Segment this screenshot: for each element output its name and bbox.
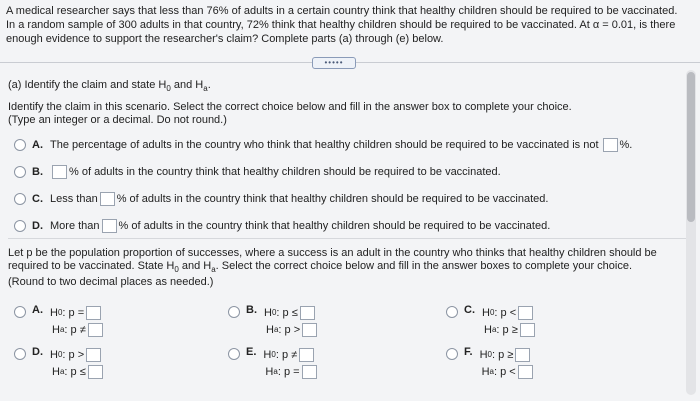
radio-button[interactable] (228, 348, 240, 360)
problem-statement (6, 4, 686, 46)
choice-letter: C. (464, 304, 475, 316)
null-hypothesis: H 0 : p = (50, 304, 105, 321)
choice-letter: A. (32, 304, 43, 316)
choice-letter: D. (32, 346, 43, 358)
radio-button[interactable] (446, 306, 458, 318)
choice-letter: F. (464, 346, 473, 358)
show-more-button[interactable]: ••••• (312, 57, 356, 69)
answer-box[interactable] (603, 138, 618, 152)
null-hypothesis: H 0 : p ≤ (264, 304, 319, 321)
radio-button[interactable] (228, 306, 240, 318)
ha-answer-box[interactable] (518, 365, 533, 379)
radio-button[interactable] (14, 193, 26, 205)
problem-line-3: enough evidence to support the researcher's claim? Complete parts (a) through (e) below. (6, 33, 444, 45)
h0-answer-box[interactable] (518, 306, 533, 320)
ha-answer-box[interactable] (520, 323, 535, 337)
radio-button[interactable] (14, 139, 26, 151)
scrollbar-thumb[interactable] (687, 72, 695, 222)
h0-answer-box[interactable] (86, 348, 101, 362)
radio-button[interactable] (446, 348, 458, 360)
hypothesis-choice-a[interactable] (14, 304, 105, 338)
choice-letter: D. (32, 220, 43, 232)
alternative-hypothesis: H a : p = (263, 363, 318, 380)
h0-answer-box[interactable] (86, 306, 101, 320)
claim-choice-a[interactable] (14, 138, 632, 152)
ha-answer-box[interactable] (88, 365, 103, 379)
choice-text-post: %. (619, 139, 633, 151)
part-a-instructions (8, 101, 668, 127)
part-a-instruction-line-1: Identify the claim in this scenario. Select the correct choice below and fill in the answer box to complete your choice. (8, 101, 572, 113)
h0-answer-box[interactable] (299, 348, 314, 362)
ha-answer-box[interactable] (302, 365, 317, 379)
radio-button[interactable] (14, 220, 26, 232)
choice-text-post: % of adults in the country think that healthy children should be required to be vaccinated. (69, 166, 501, 178)
part-a-instruction-line-2: (Type an integer or a decimal. Do not round.) (8, 114, 227, 126)
null-hypothesis: H 0 : p > (50, 346, 105, 363)
alternative-hypothesis: H a : p ≥ (482, 321, 537, 338)
choice-letter: B. (246, 304, 257, 316)
claim-choice-c[interactable] (14, 192, 548, 206)
claim-choice-d[interactable] (14, 219, 550, 233)
answer-box[interactable] (102, 219, 117, 233)
hypothesis-choice-b[interactable] (228, 304, 319, 338)
hypothesis-choice-e[interactable] (228, 346, 319, 380)
hypothesis-choice-f[interactable] (446, 346, 535, 380)
section-divider (8, 238, 686, 239)
alternative-hypothesis: H a : p ≠ (50, 321, 105, 338)
null-hypothesis: H 0 : p ≠ (263, 346, 318, 363)
ha-answer-box[interactable] (88, 323, 103, 337)
h0-answer-box[interactable] (300, 306, 315, 320)
alternative-hypothesis: H a : p > (264, 321, 319, 338)
alternative-hypothesis: H a : p < (480, 363, 535, 380)
h0-answer-box[interactable] (515, 348, 530, 362)
choice-text-post: % of adults in the country think that healthy children should be required to be vaccinated. (118, 220, 551, 232)
choice-letter: A. (32, 139, 43, 151)
answer-box[interactable] (100, 192, 115, 206)
choice-text-pre: The percentage of adults in the country who think that healthy children should be required to be vaccinated is not (50, 139, 599, 151)
scrollbar[interactable] (686, 70, 696, 395)
ha-answer-box[interactable] (302, 323, 317, 337)
part-b-instructions (8, 247, 673, 289)
part-b-instruction-line-3: (Round to two decimal places as needed.) (8, 276, 214, 289)
alternative-hypothesis: H a : p ≤ (50, 363, 105, 380)
radio-button[interactable] (14, 348, 26, 360)
part-a-heading: (a) Identify the claim and state $H_0$ and $H_a$. (8, 79, 211, 94)
choice-text-post: % of adults in the country think that healthy children should be required to be vaccinated. (116, 193, 549, 205)
null-hypothesis: H 0 : p < (482, 304, 537, 321)
part-b-instruction-line-2: required to be vaccinated. State $H_0$ and $H_a$. Select the correct choice below and fill in the answer boxes to complete your choice. (8, 260, 633, 275)
choice-text-pre: More than (50, 220, 100, 232)
radio-button[interactable] (14, 166, 26, 178)
hypothesis-choice-c[interactable] (446, 304, 537, 338)
claim-choice-b[interactable] (14, 165, 501, 179)
answer-box[interactable] (52, 165, 67, 179)
problem-line-2: In a random sample of 300 adults in that country, 72% think that healthy children should be required to be vaccinated. At α = 0.01, is there (6, 19, 676, 31)
radio-button[interactable] (14, 306, 26, 318)
problem-line-1: A medical researcher says that less than 76% of adults in a certain country think that healthy children should be required to be vaccinated. (6, 5, 678, 17)
choice-letter: C. (32, 193, 43, 205)
choice-letter: E. (246, 346, 257, 358)
choice-text-pre: Less than (50, 193, 98, 205)
hypothesis-choice-d[interactable] (14, 346, 105, 380)
choice-letter: B. (32, 166, 43, 178)
null-hypothesis: H 0 : p ≥ (480, 346, 535, 363)
part-b-instruction-line-1: Let p be the population proportion of successes, where a success is an adult in the country who thinks that healthy children should be (8, 247, 657, 259)
